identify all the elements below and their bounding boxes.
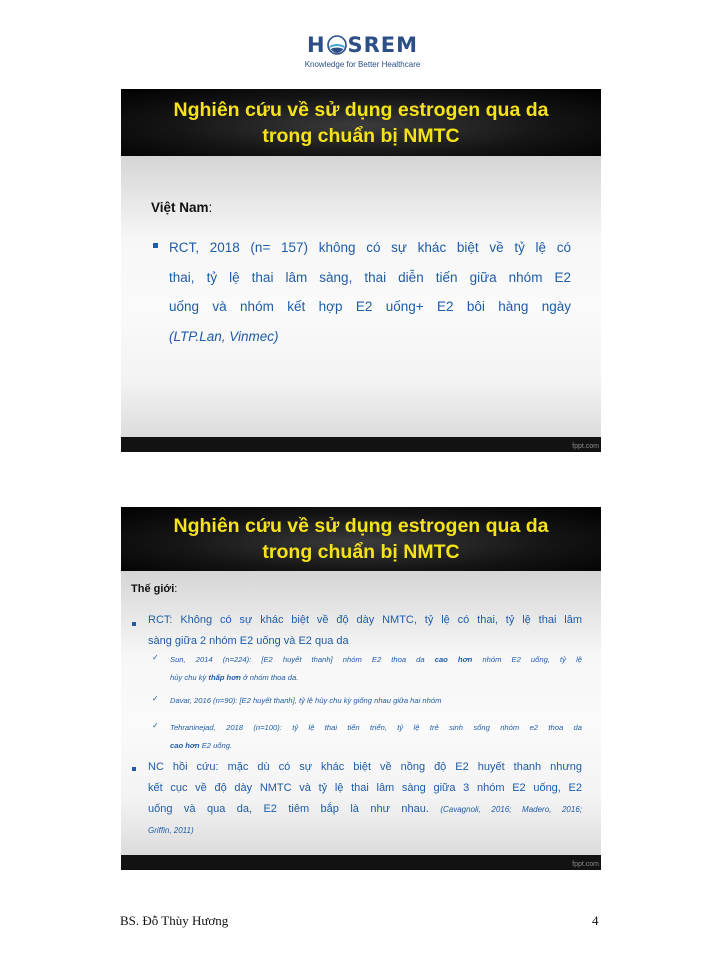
sub-emphasis: thấp hơn	[208, 672, 241, 682]
heading-colon: :	[174, 583, 178, 595]
slide-1-footer-bar	[121, 437, 601, 452]
slide-2	[121, 507, 601, 870]
slide-1-bullet-text	[169, 233, 571, 351]
slide-2-sub-3	[170, 719, 582, 754]
bullet-square-icon	[132, 622, 136, 626]
sub-text: Sun, 2014 (n=224): [E2 huyết thanh] nhóm E2 thoa da	[170, 655, 435, 664]
sub-line	[170, 737, 582, 755]
sub-emphasis: cao hơn	[170, 740, 200, 750]
checkmark-icon: ✓	[152, 721, 159, 730]
sub-text: nhóm E2 uống, tỷ lệ	[472, 655, 582, 664]
bullet-line: NC hồi cứu: mặc dù có sự khác biệt về nồng độ E2 huyết thanh nhưng	[148, 761, 582, 773]
slide-2-heading	[131, 583, 177, 595]
logo-wordmark	[290, 32, 435, 58]
bullet-line: sàng giữa 2 nhóm E2 uống và E2 qua da	[148, 635, 349, 647]
bullet-square-icon	[132, 767, 136, 771]
slide-1-heading	[151, 200, 212, 215]
hosrem-logo	[290, 32, 435, 76]
reference-text: Griffin, 2011)	[148, 826, 194, 835]
fppt-watermark: fppt.com	[572, 861, 599, 868]
checkmark-icon: ✓	[152, 694, 159, 703]
sub-text: E2 uống.	[199, 740, 233, 750]
logo-letter-h: H	[306, 33, 326, 57]
fppt-watermark: fppt.com	[572, 443, 599, 450]
bullet-line	[148, 799, 582, 820]
slide-1-body	[121, 156, 601, 437]
page-number: 4	[592, 913, 599, 928]
bullet-line: kết cục về độ dày NMTC và tỷ lệ thai lâm sàng giữa 3 nhóm E2 uống, E2	[148, 782, 582, 794]
heading-vietnam: Việt Nam	[151, 200, 209, 215]
slide-2-bullet-1	[148, 610, 582, 652]
slide-2-bullet-2	[148, 757, 582, 841]
slide-1-title-line-1: Nghiên cứu về sử dụng estrogen qua da	[173, 98, 549, 121]
slide-2-title-line-1: Nghiên cứu về sử dụng estrogen qua da	[173, 515, 549, 537]
sub-line: Tehraninejad, 2018 (n=100): tỷ lệ thai tiến triển, tỷ lệ trẻ sinh sống nhóm e2 thoa da	[170, 723, 582, 732]
sub-text: ở nhóm thoa da.	[240, 672, 299, 682]
reference-text: (Cavagnoli, 2016; Madero, 2016;	[440, 805, 582, 814]
slide-2-title-line-2: trong chuẩn bị NMTC	[262, 541, 460, 563]
bullet-line: thai, tỷ lệ thai lâm sàng, thai diễn tiến giữa nhóm E2	[169, 269, 571, 285]
bullet-line: RCT: Không có sự khác biệt về độ dày NMTC, tỷ lệ có thai, tỷ lệ thai lâm	[148, 614, 582, 626]
sub-line	[170, 651, 582, 669]
page-author: BS. Đỗ Thùy Hương	[120, 913, 229, 928]
slide-2-title-bar	[121, 507, 601, 571]
heading-the-gioi: Thế giới	[131, 583, 175, 595]
slide-2-sub-1	[170, 651, 582, 686]
globe-icon	[327, 35, 347, 55]
logo-letters-srem: SREM	[347, 33, 419, 57]
bullet-text: uống và qua da, E2 tiêm bắp là như nhau.	[148, 803, 429, 815]
heading-colon: :	[208, 200, 213, 215]
slide-1-title-bar	[121, 89, 601, 156]
sub-emphasis: cao hơn	[434, 655, 473, 664]
bullet-line: RCT, 2018 (n= 157) không có sự khác biệt về tỷ lệ có	[169, 240, 571, 255]
bullet-square-icon	[153, 243, 158, 248]
slide-2-footer-bar	[121, 855, 601, 870]
sub-line	[170, 669, 582, 687]
slide-2-sub-2	[170, 692, 582, 710]
bullet-line: uống và nhóm kết hợp E2 uống+ E2 bôi hàng ngày	[169, 299, 571, 314]
slide-1	[121, 89, 601, 452]
sub-text: hủy chu kỳ	[170, 672, 209, 682]
slide-1-title-line-2: trong chuẩn bị NMTC	[262, 124, 460, 147]
checkmark-icon: ✓	[152, 653, 159, 662]
logo-tagline: Knowledge for Better Healthcare	[304, 60, 421, 69]
citation: (LTP.Lan, Vinmec)	[169, 328, 279, 344]
slide-2-body	[121, 571, 601, 855]
sub-line: Davar, 2016 (n=90): [E2 huyết thanh], tỷ lệ hủy chu kỳ giống nhau giữa hai nhóm	[170, 696, 442, 705]
